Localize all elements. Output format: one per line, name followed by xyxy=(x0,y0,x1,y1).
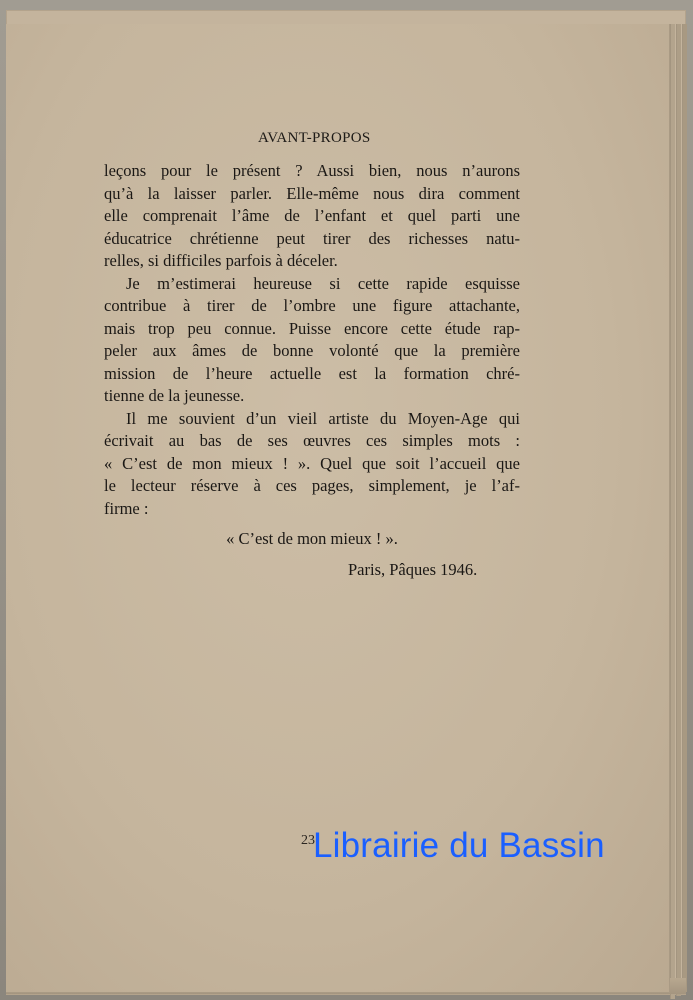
text-line: qu’à la laisser parler. Elle-même nous dira comment xyxy=(104,183,520,203)
text-line: le lecteur réserve à ces pages, simplement, je l’af- xyxy=(104,476,520,495)
text-line: firme : xyxy=(104,498,149,518)
text-line: leçons pour le présent ? Aussi bien, nous n’aurons xyxy=(104,161,520,180)
page-edge xyxy=(670,24,675,999)
text-line: elle comprenait l’âme de l’enfant et quel parti une xyxy=(104,206,520,225)
text-line: « C’est de mon mieux ! ». xyxy=(226,529,398,548)
page-number: 23 xyxy=(301,833,315,848)
text-line: « C’est de mon mieux ! ». Quel que soit l’accueil que xyxy=(104,453,520,473)
text-line: tienne de la jeunesse. xyxy=(104,386,245,405)
text-line: Il me souvient d’un vieil artiste du Moyen-Age qui xyxy=(126,408,520,428)
text-line: éducatrice chrétienne peut tirer des richesses natu- xyxy=(104,228,520,248)
text-line: relles, si difficiles parfois à déceler. xyxy=(104,251,338,270)
signature-place-date: Paris, Pâques 1946. xyxy=(348,560,478,579)
text-line: Je m’estimerai heureuse si cette rapide esquisse xyxy=(126,273,520,293)
text-line: peler aux âmes de bonne volonté que la première xyxy=(104,341,520,360)
page-edge xyxy=(682,24,687,992)
running-head: AVANT-PROPOS xyxy=(258,130,371,146)
text-line: écrivait au bas de ses œuvres ces simples mots : xyxy=(104,431,520,450)
text-line: mais trop peu connue. Puisse encore cette étude rap- xyxy=(104,318,520,338)
watermark-text: Librairie du Bassin xyxy=(313,826,605,865)
text-line: mission de l’heure actuelle est la formation chré- xyxy=(104,363,520,383)
text-line: contribue à tirer de l’ombre une figure attachante, xyxy=(104,296,520,315)
page-edge xyxy=(676,24,681,996)
body-text xyxy=(104,160,520,551)
